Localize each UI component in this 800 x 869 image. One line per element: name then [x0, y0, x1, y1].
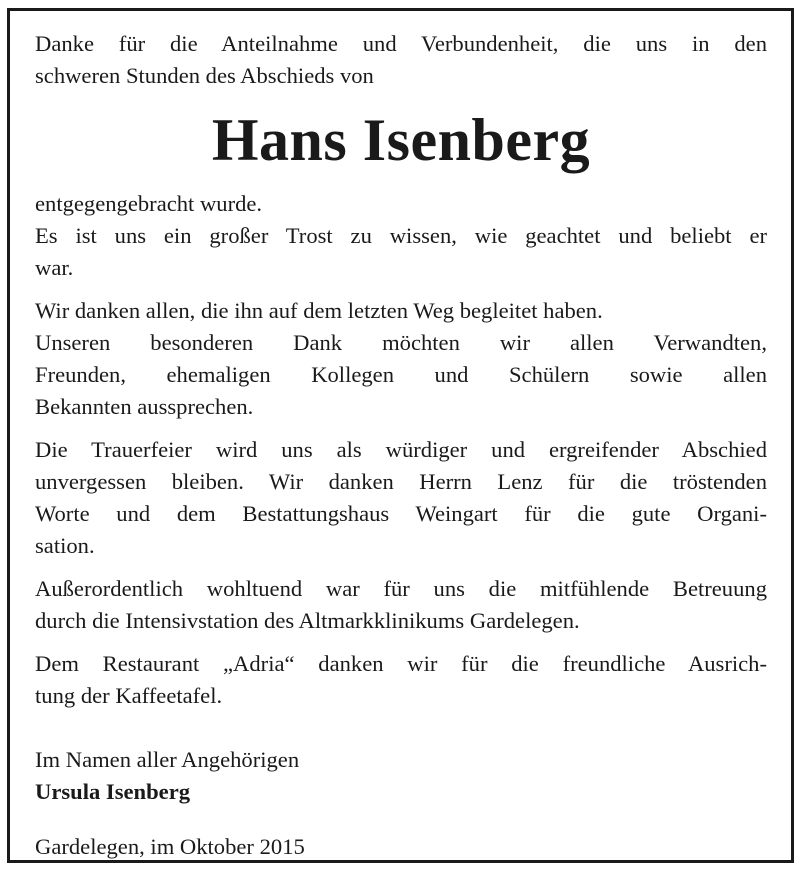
text-line: Worte und dem Bestattungshaus Weingart für die gute Organi-: [35, 501, 767, 526]
deceased-name: Hans Isenberg: [211, 107, 591, 173]
on-behalf-line: Im Namen aller Angehörigen: [35, 747, 300, 772]
intro-line: schweren Stunden des Abschieds von: [35, 63, 374, 88]
text-line: tung der Kaffeetafel.: [35, 683, 223, 708]
text-line: Wir danken allen, die ihn auf dem letzten Weg begleitet haben.: [35, 298, 603, 323]
paragraph-trauerfeier: [35, 434, 767, 562]
obituary-thanks-notice: [35, 28, 767, 863]
closing-block: [35, 744, 767, 808]
place-date: [35, 831, 767, 863]
text-line: entgegengebracht wurde.: [35, 191, 263, 216]
text-line: Freunden, ehemaligen Kollegen und Schülern sowie allen: [35, 362, 767, 387]
text-line: Es ist uns ein großer Trost zu wissen, wie geachtet und beliebt er: [35, 223, 767, 248]
paragraph-restaurant: [35, 648, 767, 712]
text-line: sation.: [35, 533, 95, 558]
paragraph-trost: [35, 188, 767, 284]
text-line: durch die Intensivstation des Altmarkklinikums Gardelegen.: [35, 608, 580, 633]
paragraph-betreuung: [35, 573, 767, 637]
intro-line: Danke für die Anteilnahme und Verbundenheit, die uns in den: [35, 31, 767, 56]
text-line: Außerordentlich wohltuend war für uns die mitfühlende Betreuung: [35, 576, 767, 601]
text-line: Dem Restaurant „Adria“ danken wir für die freundliche Ausrich-: [35, 651, 767, 676]
place-date-line: Gardelegen, im Oktober 2015: [35, 834, 305, 859]
signer-name: Ursula Isenberg: [35, 779, 191, 804]
text-line: Bekannten aussprechen.: [35, 394, 254, 419]
paragraph-dank: [35, 295, 767, 423]
text-line: Unseren besonderen Dank möchten wir allen Verwandten,: [35, 330, 767, 355]
text-line: unvergessen bleiben. Wir danken Herrn Lenz für die tröstenden: [35, 469, 767, 494]
text-line: war.: [35, 255, 74, 280]
text-line: Die Trauerfeier wird uns als würdiger und ergreifender Abschied: [35, 437, 767, 462]
intro-paragraph: [35, 28, 767, 92]
